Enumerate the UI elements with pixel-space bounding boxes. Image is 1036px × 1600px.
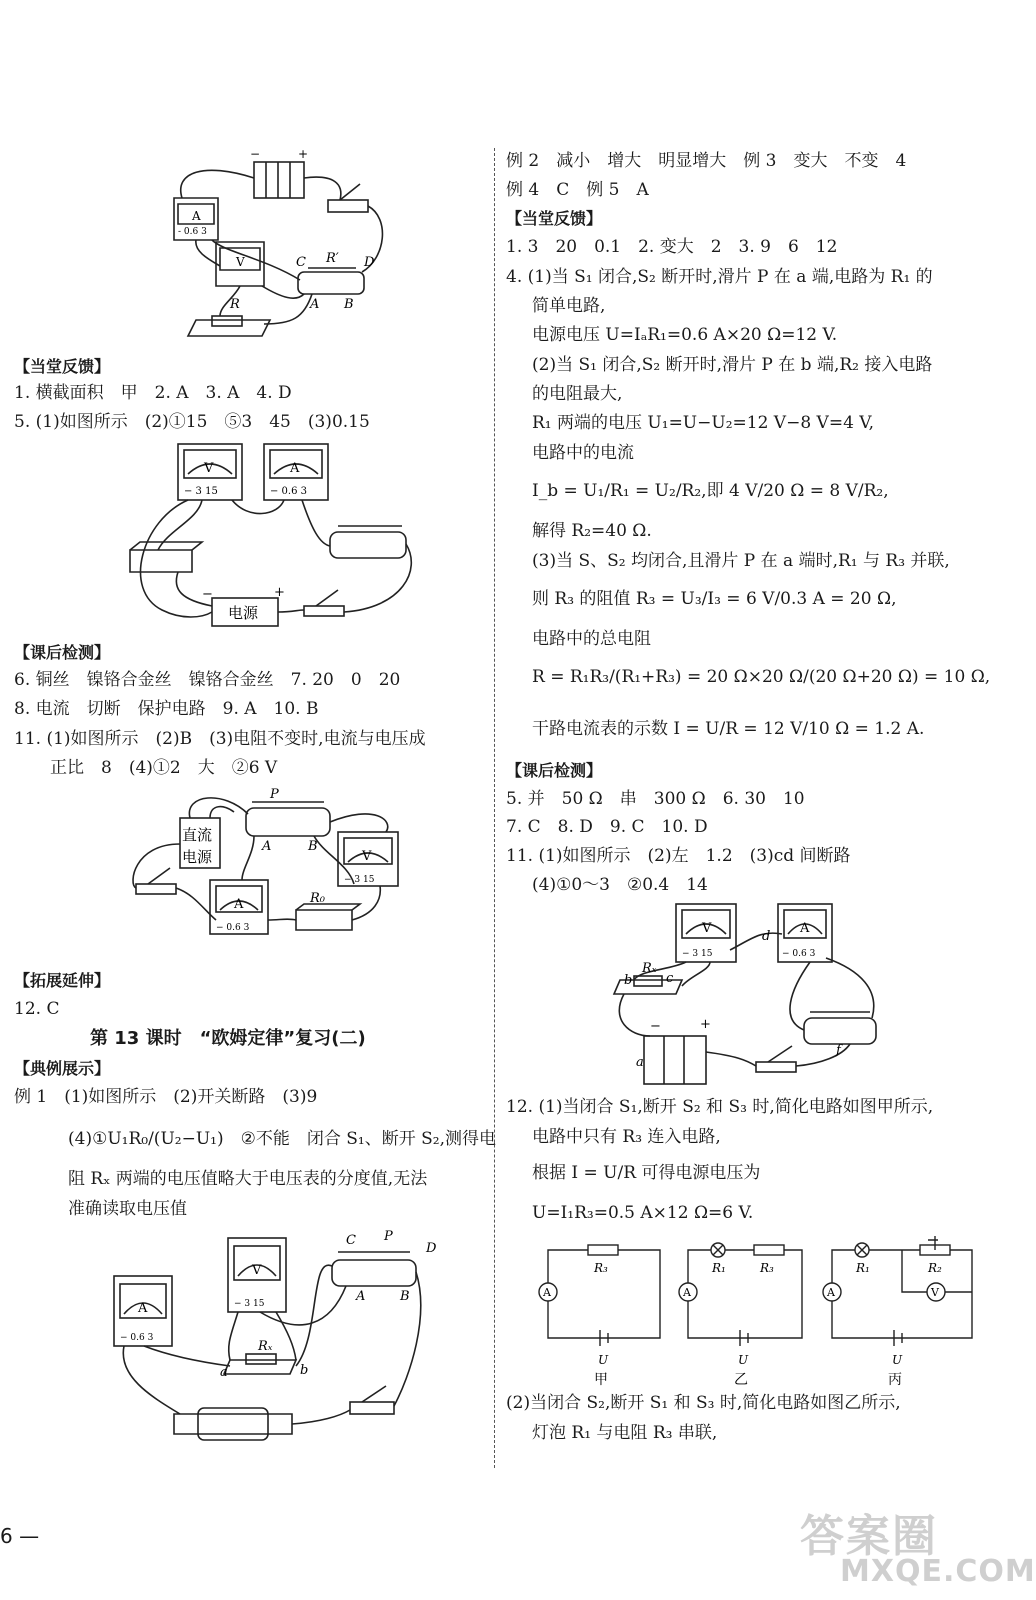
rheostat-rprime-label: R′: [326, 251, 339, 266]
terminal-a-label: a: [636, 1055, 644, 1070]
schematic-yi-u: U: [738, 1353, 749, 1367]
ammeter-scale: − 0.6 3: [216, 923, 250, 933]
answer-line: (2)当闭合 S₂,断开 S₁ 和 S₃ 时,简化电路如图乙所示,: [506, 1393, 901, 1413]
ammeter-scale: - 0.6 3: [178, 227, 207, 237]
formula-line: 则 R₃ 的阻值 R₃ = U₃/I₃ = 6 V/0.3 A = 20 Ω,: [532, 589, 897, 609]
ammeter-symbol: A: [138, 1301, 148, 1316]
answer-line: 简单电路,: [532, 296, 606, 316]
formula-line: 干路电流表的示数 I = U/R = 12 V/10 Ω = 1.2 A.: [532, 719, 925, 739]
terminal-d-label: d: [762, 929, 771, 944]
schematic-bing-voltmeter: V: [931, 1286, 939, 1299]
schematic-bing-u: U: [892, 1353, 903, 1367]
ammeter-scale: − 0.6 3: [270, 486, 308, 497]
answer-line: (4)①0～3 ②0.4 14: [532, 875, 708, 895]
resistor-r-label: R: [230, 297, 240, 312]
schematic-yi-r3: R₃: [760, 1261, 774, 1275]
terminal-a-label: A: [262, 839, 272, 854]
answer-line: 解得 R₂=40 Ω.: [532, 521, 652, 541]
answer-line: 正比 8 (4)①2 大 ②6 V: [50, 758, 278, 778]
terminal-f-label: f: [836, 1043, 841, 1058]
answer-line: 6. 铜丝 镍铬合金丝 镍铬合金丝 7. 20 0 20: [14, 670, 401, 690]
answer-line: 1. 3 20 0.1 2. 变大 2 3. 9 6 12: [506, 237, 838, 257]
battery-plus-label: +: [298, 147, 309, 161]
answer-line: 1. 横截面积 甲 2. A 3. A 4. D: [14, 383, 292, 403]
circuit-figure-1: [164, 148, 394, 344]
power-plus-label: +: [274, 585, 285, 600]
schematic-bing-r1: R₁: [856, 1261, 870, 1275]
column-divider: [494, 148, 495, 1468]
terminal-c-label: c: [666, 971, 674, 986]
ammeter-symbol: A: [800, 921, 810, 936]
formula-line: R = R₁R₃/(R₁+R₃) = 20 Ω×20 Ω/(20 Ω+20 Ω) = 10 Ω,: [532, 667, 991, 687]
ammeter-symbol: A: [192, 209, 201, 223]
terminal-a-label: A: [356, 1289, 366, 1304]
schematic-figures: [532, 1238, 976, 1386]
schematic-jia-label: 甲: [594, 1372, 608, 1388]
circuit-figure-4: [610, 900, 900, 1090]
resistor-rx-label: Rₓ: [642, 961, 657, 976]
battery-minus-label: −: [250, 147, 261, 161]
circuit-figure-2: [102, 440, 432, 634]
terminal-d-label: D: [426, 1241, 437, 1256]
voltmeter-symbol: V: [252, 1263, 262, 1278]
ammeter-scale: − 0.6 3: [120, 1333, 154, 1343]
section-heading: 【课后检测】: [14, 643, 111, 662]
answer-line: 12. C: [14, 999, 60, 1019]
section-heading: 【拓展延伸】: [14, 971, 111, 990]
battery-minus-label: −: [650, 1019, 661, 1034]
answer-line: 阻 Rₓ 两端的电压值略大于电压表的分度值,无法: [68, 1169, 428, 1189]
section-heading: 【当堂反馈】: [506, 209, 603, 228]
formula-line: 根据 I = U/R 可得电源电压为: [532, 1163, 761, 1183]
formula-line: I_b = U₁/R₁ = U₂/R₂,即 4 V/20 Ω = 8 V/R₂,: [532, 481, 889, 501]
circuit-figure-3: [124, 784, 414, 954]
section-heading: 【典例展示】: [14, 1059, 111, 1078]
voltmeter-symbol: V: [362, 849, 372, 864]
answer-line: (4)①U₁R₀/(U₂−U₁) ②不能 闭合 S₁、断开 S₂,测得电: [68, 1129, 496, 1149]
answer-line: 5. 并 50 Ω 串 300 Ω 6. 30 10: [506, 789, 805, 809]
voltmeter-symbol: V: [204, 461, 214, 476]
answer-line: 的电阻最大,: [532, 384, 623, 404]
voltmeter-scale: − 3 15: [234, 1299, 265, 1309]
answer-line: 8. 电流 切断 保护电路 9. A 10. B: [14, 699, 319, 719]
terminal-b-label: B: [400, 1289, 410, 1304]
circuit-figure-5: [110, 1226, 440, 1444]
terminal-b-label: B: [344, 297, 354, 312]
answer-line: 4. (1)当 S₁ 闭合,S₂ 断开时,滑片 P 在 a 端,电路为 R₁ 的: [506, 267, 933, 287]
answer-line: 电路中的电流: [532, 443, 634, 463]
terminal-a-label: A: [310, 297, 320, 312]
watermark-text: 答案圈: [800, 1511, 938, 1562]
answer-line: 5. (1)如图所示 (2)①15 ⑤3 45 (3)0.15: [14, 412, 370, 432]
power-source-label: 电源: [228, 604, 259, 622]
answer-line: 灯泡 R₁ 与电阻 R₃ 串联,: [532, 1423, 718, 1443]
terminal-d-label: D: [364, 255, 375, 270]
answer-line: 例 4 C 例 5 A: [506, 180, 649, 200]
schematic-jia-r3: R₃: [594, 1261, 608, 1275]
dc-source-label-2: 电源: [182, 848, 213, 866]
schematic-jia-ammeter: A: [543, 1286, 551, 1299]
section-heading: 【当堂反馈】: [14, 357, 111, 376]
answer-line: (3)当 S、S₂ 均闭合,且滑片 P 在 a 端时,R₁ 与 R₃ 并联,: [532, 551, 950, 571]
watermark-url: MXQE.COM: [840, 1554, 1036, 1589]
answer-line: 电路中只有 R₃ 连入电路,: [532, 1127, 721, 1147]
answer-line: 12. (1)当闭合 S₁,断开 S₂ 和 S₃ 时,简化电路如图甲所示,: [506, 1097, 934, 1117]
schematic-bing-ammeter: A: [827, 1286, 835, 1299]
answer-line: 准确读取电压值: [68, 1199, 187, 1219]
answer-line: 7. C 8. D 9. C 10. D: [506, 817, 708, 837]
schematic-bing-r2: R₂: [928, 1261, 942, 1275]
schematic-jia-u: U: [598, 1353, 609, 1367]
power-minus-label: −: [202, 587, 213, 602]
answer-line: 例 2 减小 增大 明显增大 例 3 变大 不变 4: [506, 151, 907, 171]
answer-line: 例 1 (1)如图所示 (2)开关断路 (3)9: [14, 1087, 318, 1107]
terminal-b-label: B: [308, 839, 318, 854]
answer-line: 电路中的总电阻: [532, 629, 651, 649]
schematic-bing-label: 丙: [888, 1372, 902, 1388]
voltmeter-symbol: V: [702, 921, 712, 936]
terminal-b-label: b: [624, 973, 633, 988]
answer-line: U=I₁R₃=0.5 A×12 Ω=6 V.: [532, 1203, 754, 1223]
slider-p-label: P: [384, 1229, 393, 1244]
answer-line: 11. (1)如图所示 (2)左 1.2 (3)cd 间断路: [506, 846, 851, 866]
lesson-title: 第 13 课时 “欧姆定律”复习(二): [90, 1028, 366, 1049]
terminal-a-small-label: a: [220, 1365, 228, 1380]
ammeter-symbol: A: [234, 897, 244, 912]
answer-line: 11. (1)如图所示 (2)B (3)电阻不变时,电流与电压成: [14, 729, 426, 749]
answer-line: 电源电压 U=IₐR₁=0.6 A×20 Ω=12 V.: [532, 325, 838, 345]
dc-source-label-1: 直流: [182, 826, 213, 844]
schematic-yi-r1: R₁: [712, 1261, 726, 1275]
voltmeter-scale: − 3 15: [344, 875, 375, 885]
section-heading: 【课后检测】: [506, 761, 603, 780]
schematic-yi-ammeter: A: [683, 1286, 691, 1299]
page-number: 6 —: [0, 1524, 40, 1548]
answer-line: R₁ 两端的电压 U₁=U−U₂=12 V−8 V=4 V,: [532, 413, 874, 433]
resistor-r0-label: R₀: [310, 891, 325, 906]
ammeter-scale: − 0.6 3: [782, 949, 816, 959]
schematic-yi-label: 乙: [734, 1372, 748, 1388]
watermark-logo: [800, 1500, 1036, 1595]
resistor-rx-label: Rₓ: [258, 1339, 273, 1354]
answer-line: (2)当 S₁ 闭合,S₂ 断开时,滑片 P 在 b 端,R₂ 接入电路: [532, 355, 933, 375]
voltmeter-symbol: V: [236, 255, 245, 269]
terminal-b-small-label: b: [300, 1363, 309, 1378]
terminal-c-label: C: [296, 255, 306, 270]
terminal-c-label: C: [346, 1233, 356, 1248]
slider-p-label: P: [270, 787, 279, 802]
battery-plus-label: +: [700, 1017, 711, 1032]
voltmeter-scale: − 3 15: [682, 949, 713, 959]
voltmeter-scale: − 3 15: [184, 486, 218, 497]
ammeter-symbol: A: [290, 461, 300, 476]
